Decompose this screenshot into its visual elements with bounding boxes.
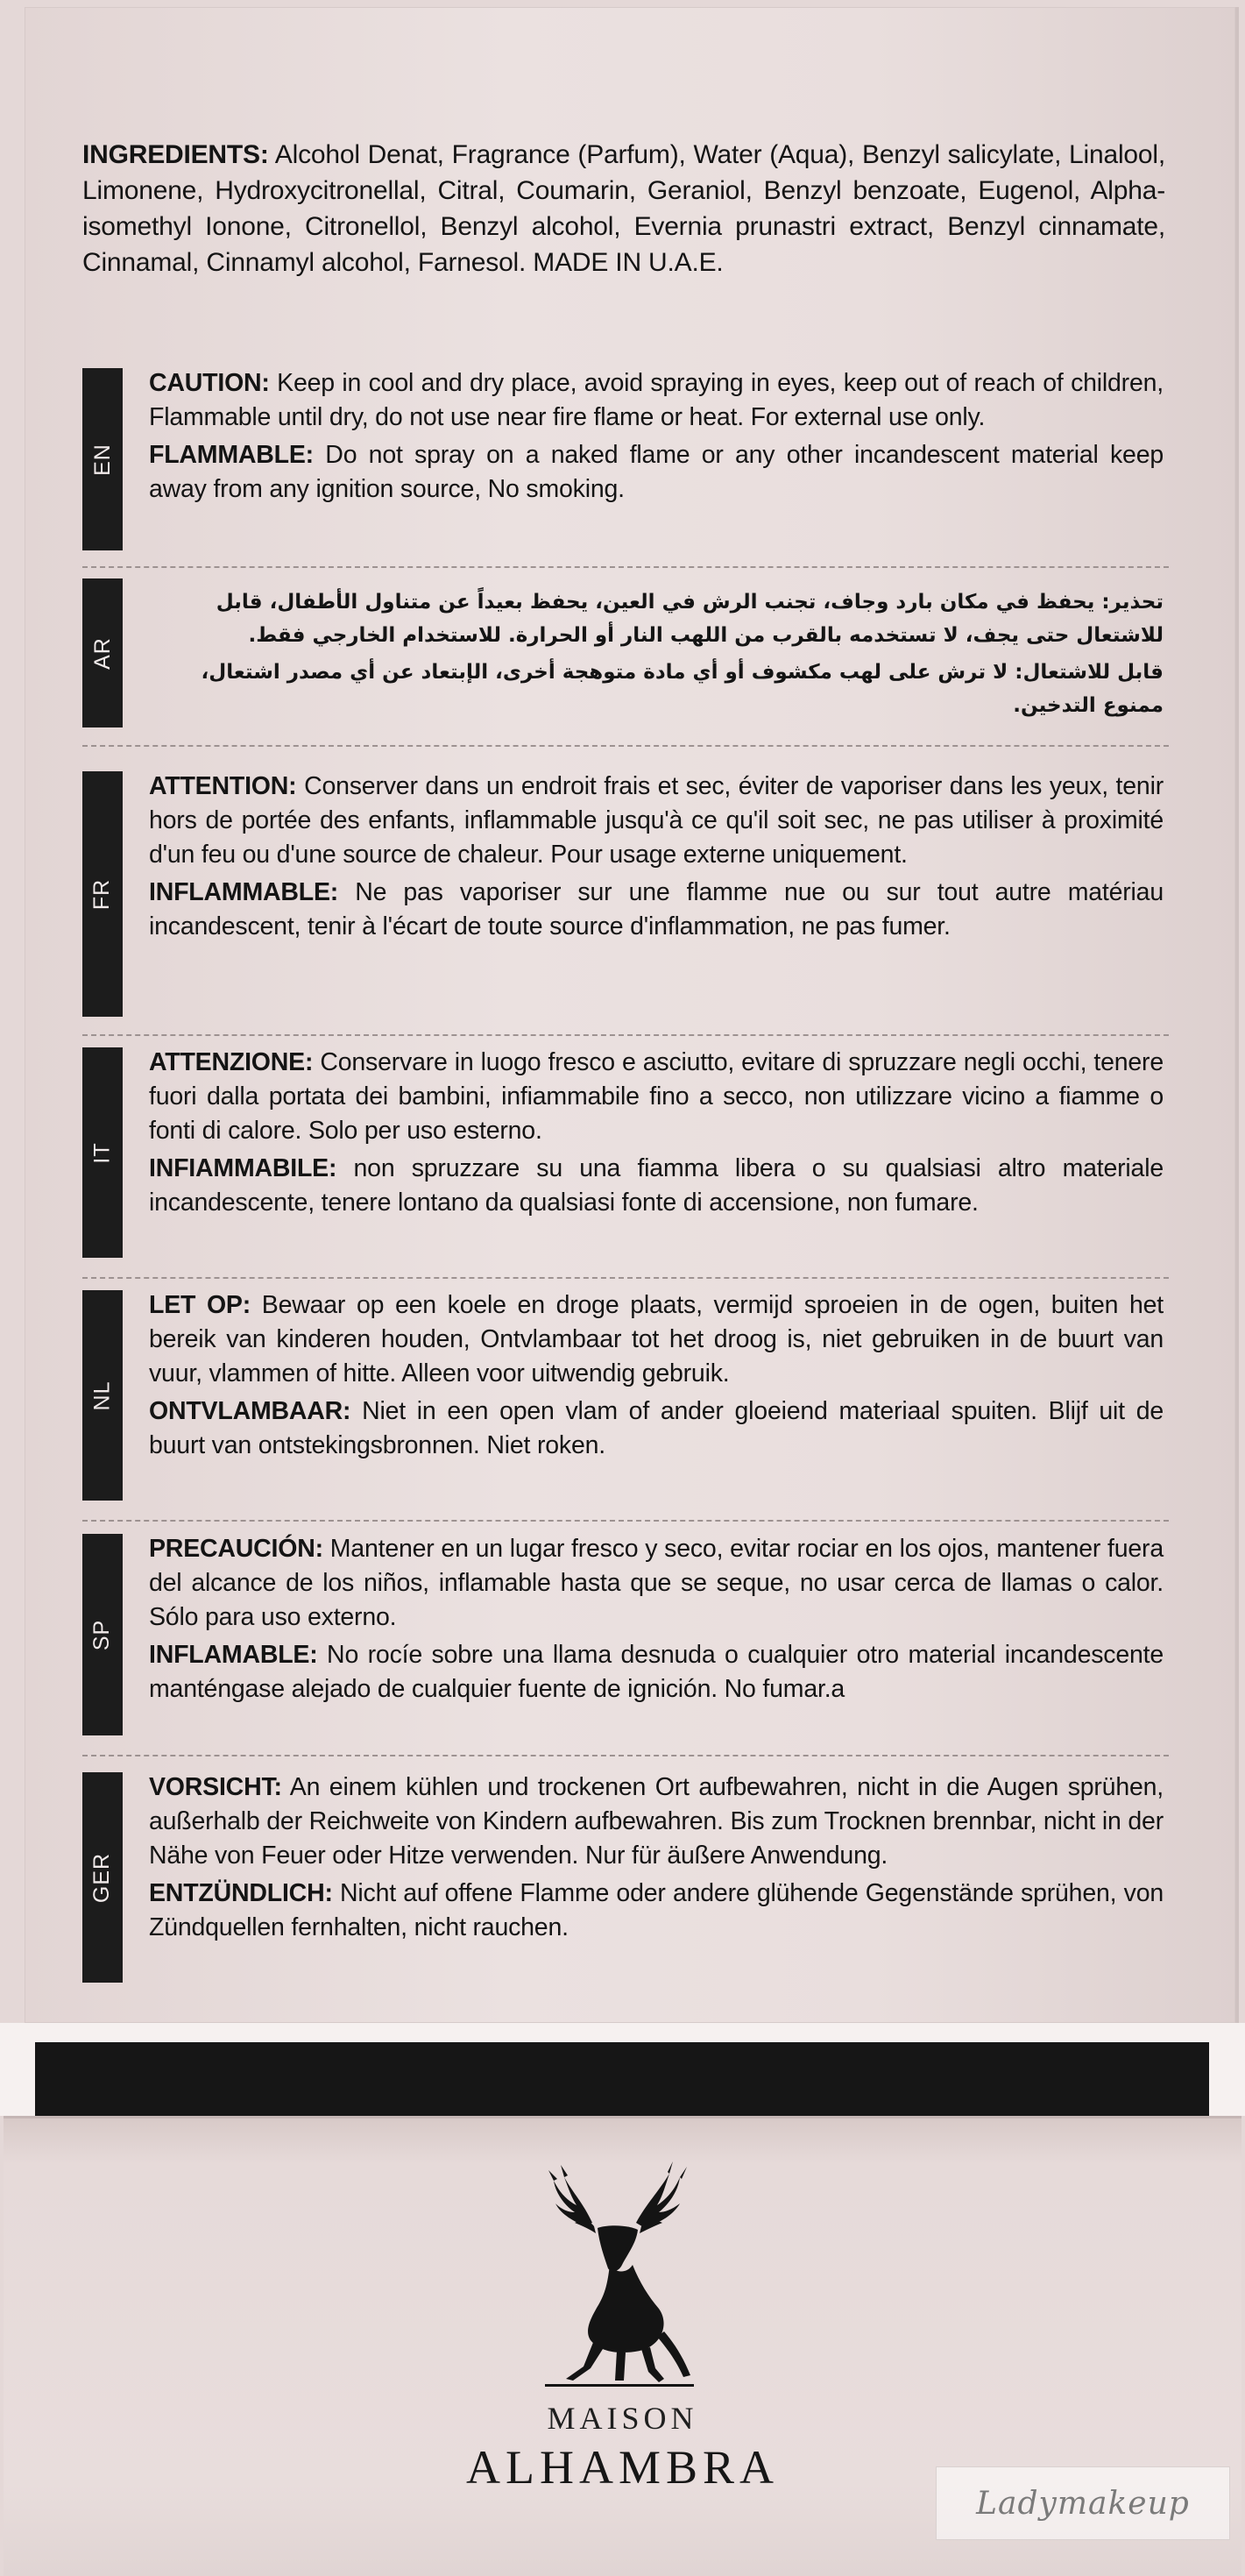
section-ar (82, 578, 1169, 745)
ingredients-text: Alcohol Denat, Fragrance (Parfum), Water (Aqua), Benzyl salicylate, Linalool, Limonene, Hydroxycitronellal, Citral, Coumarin, Geraniol, Benzyl benzoate, Eugenol, Alpha-isomethyl Ionone, Citronellol, Benzyl alcohol, Evernia prunastri extract, Benzyl cinnamate, Cinnamal, Cinnamyl alcohol, Farnesol. MADE IN U.A.E. (82, 140, 1165, 277)
section-sp (82, 1534, 1169, 1753)
ontvlambaar-label: ONTVLAMBAAR: (149, 1397, 351, 1425)
entzuendlich-label: ENTZÜNDLICH: (149, 1879, 333, 1907)
ingredients-label: INGREDIENTS: (82, 140, 269, 169)
brand-alhambra: ALHAMBRA (465, 2441, 780, 2494)
stag-icon (461, 2142, 776, 2388)
flammable-text: Do not spray on a naked flame or any other incandescent material keep away from any ignition source, No smoking. (149, 441, 1164, 503)
vorsicht-label: VORSICHT: (149, 1773, 282, 1801)
let-op-label: LET OP: (149, 1291, 251, 1319)
language-tab-ger: GER (82, 1772, 123, 1983)
language-tab-ar: AR (82, 578, 123, 727)
language-tab-fr: FR (82, 771, 123, 1017)
language-tab-sp: SP (82, 1534, 123, 1735)
infiammabile-text: non spruzzare su una fiamma libera o su qualsiasi altro materiale incandescente, tenere lontano da qualsiasi fonte di accensione, non fumare. (149, 1154, 1164, 1217)
inflamable-text: No rocíe sobre una llama desnuda o cualquier otro material incandescente manténgase alejado de cualquier fuente de ignición. No fumar.a (149, 1641, 1164, 1703)
let-op-text: Bewaar op een koele en droge plaats, vermijd sproeien in de ogen, buiten het bereik van kinderen houden, Ontvlambaar tot het droog is, niet gebruiken in de buurt van vuur, vlammen of hitte. Alleen voor uitwendig gebruik. (149, 1291, 1164, 1387)
section-fr-text (149, 770, 1164, 944)
inflammable-text: Ne pas vaporiser sur une flamme nue ou sur tout autre matériau incandescent, tenir à l'écart de toute source d'inflammation, ne pas fumer. (149, 878, 1164, 940)
section-nl-text (149, 1288, 1164, 1463)
attention-text: Conserver dans un endroit frais et sec, éviter de vaporiser dans les yeux, tenir hors de portée des enfants, inflammable jusqu'à ce qu'il soit sec, ne pas utiliser à proximité d'un feu ou d'une source de chaleur. Pour usage externe uniquement. (149, 772, 1164, 869)
vorsicht-text: An einem kühlen und trockenen Ort aufbewahren, nicht in die Augen sprühen, außerhalb der Reichweite von Kindern aufbewahren. Bis zum Trocknen brennbar, nicht in der Nähe von Feuer oder Hitze verwenden. Nur für äußere Anwendung. (149, 1773, 1164, 1870)
infiammabile-label: INFIAMMABILE: (149, 1154, 337, 1182)
caution-text: Keep in cool and dry place, avoid spraying in eyes, keep out of reach of children, Flammable until dry, do not use near fire flame or heat. For external use only. (149, 369, 1164, 431)
divider (82, 566, 1169, 568)
flammable-label: FLAMMABLE: (149, 441, 314, 469)
divider (82, 1277, 1169, 1279)
section-it-text (149, 1046, 1164, 1220)
ar-flammable-text: قابل للاشتعال: لا ترش على لهب مكشوف أو أي مادة متوهجة أخرى، الإبتعاد عن أي مصدر اشتعال، ممنوع التدخين. (201, 661, 1164, 717)
divider (82, 1755, 1169, 1756)
inner-black-band (35, 2042, 1209, 2116)
attenzione-label: ATTENZIONE: (149, 1048, 314, 1076)
section-ger-text (149, 1771, 1164, 1945)
language-tab-it: IT (82, 1047, 123, 1258)
ontvlambaar-text: Niet in een open vlam of ander gloeiend materiaal spuiten. Blijf uit de buurt van ontstekingsbronnen. Niet roken. (149, 1397, 1164, 1459)
inflamable-label: INFLAMABLE: (149, 1641, 318, 1669)
section-ar-text (149, 585, 1164, 722)
ingredients-list (82, 137, 1165, 280)
language-tab-en: EN (82, 368, 123, 550)
attenzione-text: Conservare in luogo fresco e asciutto, evitare di spruzzare negli occhi, tenere fuori dalla portata dei bambini, infiammabile fino a secco, non utilizzare vicino a fiamme o fonti di calore. Solo per uso esterno. (149, 1048, 1164, 1145)
section-en (82, 368, 1169, 568)
caution-label: CAUTION: (149, 369, 270, 397)
section-it (82, 1047, 1169, 1275)
brand-maison: MAISON (547, 2401, 698, 2436)
precaucion-text: Mantener en un lugar fresco y seco, evitar rociar en los ojos, mantener fuera del alcance de los niños, inflamable hasta que se seque, no usar cerca de llamas o calor. Sólo para uso externo. (149, 1535, 1164, 1631)
attention-label: ATTENTION: (149, 772, 297, 800)
inflammable-label: INFLAMMABLE: (149, 878, 339, 906)
entzuendlich-text: Nicht auf offene Flamme oder andere glühende Gegenstände sprühen, von Zündquellen fernhalten, nicht rauchen. (149, 1879, 1164, 1941)
watermark-badge: Ladymakeup (936, 2466, 1230, 2540)
divider (82, 1520, 1169, 1522)
section-fr (82, 771, 1169, 1034)
language-tab-nl: NL (82, 1290, 123, 1501)
divider (82, 1034, 1169, 1036)
precaucion-label: PRECAUCIÓN: (149, 1535, 323, 1563)
divider (82, 745, 1169, 747)
section-en-text (149, 366, 1164, 507)
ar-caution-text: تحذير: يحفظ في مكان بارد وجاف، تجنب الرش في العين، يحفظ بعيداً عن متناول الأطفال، قابل للاشتعال حتى يجف، لا تستخدمه بالقرب من اللهب النار أو الحرارة. للاستخدام الخارجي فقط. (216, 591, 1164, 647)
section-ger (82, 1772, 1169, 1991)
section-nl (82, 1290, 1169, 1518)
section-sp-text (149, 1532, 1164, 1707)
